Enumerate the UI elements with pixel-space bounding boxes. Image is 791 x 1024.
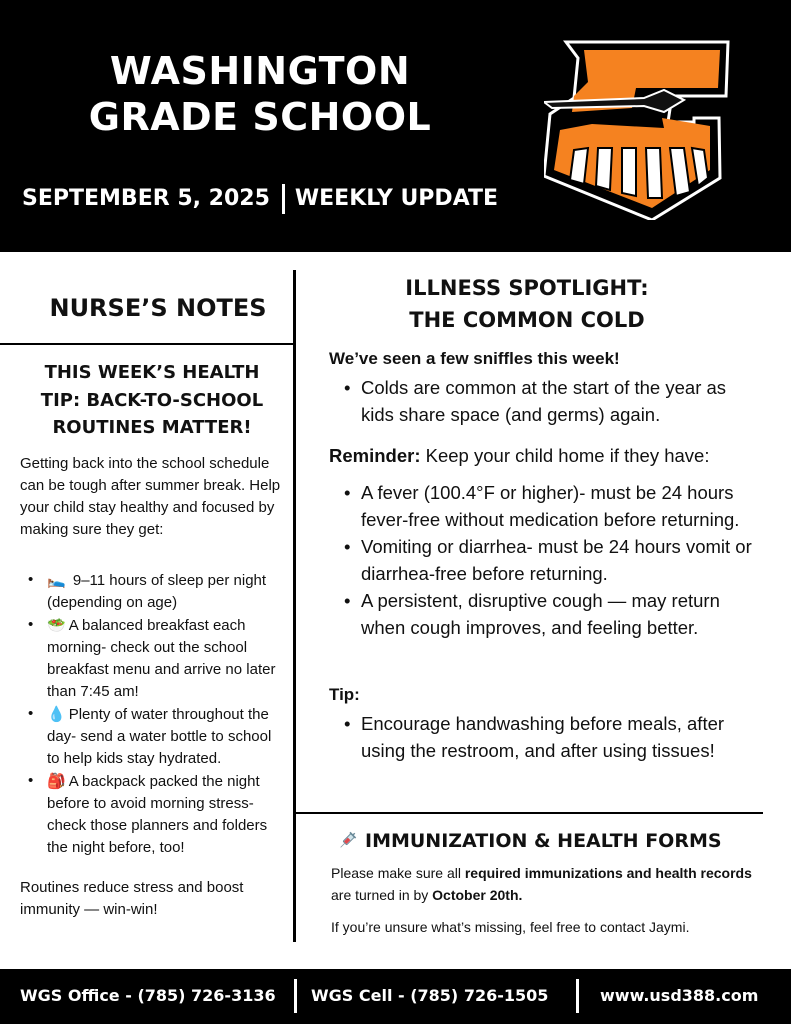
newsletter-date: SEPTEMBER 5, 2025 bbox=[22, 186, 270, 211]
list-item: • Encourage handwashing before meals, after using the restroom, and after using tissues! bbox=[344, 710, 754, 764]
symptoms-list bbox=[344, 479, 760, 641]
list-item: • Vomiting or diarrhea- must be 24 hours vomit or diarrhea-free before returning. bbox=[344, 533, 760, 587]
list-item: • A fever (100.4°F or higher)- must be 24 hours fever-free without medication before returning. bbox=[344, 479, 760, 533]
list-item: • A persistent, disruptive cough — may return when cough improves, and feeling better. bbox=[344, 587, 760, 641]
column-divider bbox=[293, 270, 296, 942]
health-tip-line3: ROUTINES MATTER! bbox=[52, 417, 252, 438]
colds-list bbox=[344, 374, 756, 428]
health-tip-line2: TIP: BACK-TO-SCHOOL bbox=[40, 389, 264, 411]
website-link[interactable]: www.usd388.com bbox=[600, 986, 759, 1005]
school-name bbox=[60, 48, 460, 140]
salad-icon: 🥗 bbox=[47, 616, 66, 634]
list-item: • Colds are common at the start of the year as kids share space (and germs) again. bbox=[344, 374, 756, 428]
droplet-icon: 💧 bbox=[47, 705, 66, 723]
notice-required: required immunizations and health records bbox=[464, 865, 752, 881]
notice-deadline: October 20th. bbox=[432, 887, 523, 903]
reminder-text: Keep your child home if they have: bbox=[420, 445, 710, 466]
list-item-text: Plenty of water throughout the day- send a water bottle to school to help kids stay hydrated. bbox=[47, 706, 272, 767]
tip-label: Tip: bbox=[329, 685, 360, 704]
illness-title-line1: ILLNESS SPOTLIGHT: bbox=[405, 276, 649, 300]
newsletter-subtitle: WEEKLY UPDATE bbox=[294, 186, 499, 211]
illness-spotlight-title bbox=[296, 272, 758, 336]
cell-phone: WGS Cell - (785) 726-1505 bbox=[311, 986, 549, 1005]
reminder-label: Reminder: bbox=[329, 445, 421, 466]
date-separator bbox=[282, 184, 285, 214]
immunization-notice bbox=[331, 862, 763, 906]
list-item bbox=[28, 614, 286, 703]
illness-title-line2: THE COMMON COLD bbox=[409, 308, 645, 332]
list-item bbox=[28, 703, 286, 770]
health-tip-title bbox=[22, 359, 282, 442]
list-item-text: 9–11 hours of sleep per night (depending on age) bbox=[47, 572, 267, 611]
list-item-text: A backpack packed the night before to avoid morning stress- check those planners and folders the night before, too! bbox=[47, 773, 268, 856]
immunization-title bbox=[337, 827, 722, 855]
contact-note: If you’re unsure what’s missing, feel free to contact Jaymi. bbox=[331, 919, 690, 935]
list-item bbox=[28, 770, 286, 859]
immunization-title-text: IMMUNIZATION & HEALTH FORMS bbox=[365, 830, 722, 852]
list-item-text: A balanced breakfast each morning- check out the school breakfast menu and arrive no later than 7:45 am! bbox=[47, 617, 276, 700]
bed-icon: 🛌 bbox=[47, 571, 66, 589]
backpack-icon: 🎒 bbox=[47, 772, 66, 790]
handwashing-list bbox=[344, 710, 754, 764]
header-banner bbox=[0, 0, 791, 252]
sniffles-heading: We’ve seen a few sniffles this week! bbox=[329, 349, 620, 368]
footer-separator bbox=[576, 979, 579, 1013]
routine-list bbox=[28, 569, 286, 859]
nurse-notes-title: NURSE’S NOTES bbox=[49, 294, 267, 322]
school-logo bbox=[544, 38, 756, 220]
date-line bbox=[22, 184, 498, 214]
office-phone: WGS Office - (785) 726-3136 bbox=[20, 986, 276, 1005]
list-item bbox=[28, 569, 286, 614]
immunization-divider bbox=[296, 812, 763, 814]
footer-separator bbox=[294, 979, 297, 1013]
notice-text: Please make sure all bbox=[331, 865, 465, 881]
nurse-notes-divider bbox=[0, 343, 294, 345]
school-name-line2: GRADE SCHOOL bbox=[88, 95, 432, 139]
reminder-line bbox=[329, 442, 709, 469]
school-name-line1: WASHINGTON bbox=[109, 49, 411, 93]
health-tip-line1: THIS WEEK’S HEALTH bbox=[44, 362, 260, 383]
syringe-icon bbox=[337, 831, 357, 851]
routines-outro: Routines reduce stress and boost immunity — win-win! bbox=[20, 879, 244, 918]
notice-text: are turned in by bbox=[331, 887, 433, 903]
footer-bar bbox=[0, 969, 791, 1024]
health-tip-intro: Getting back into the school schedule can be tough after summer break. Help your child stay healthy and focused by making sure they get: bbox=[20, 455, 281, 538]
